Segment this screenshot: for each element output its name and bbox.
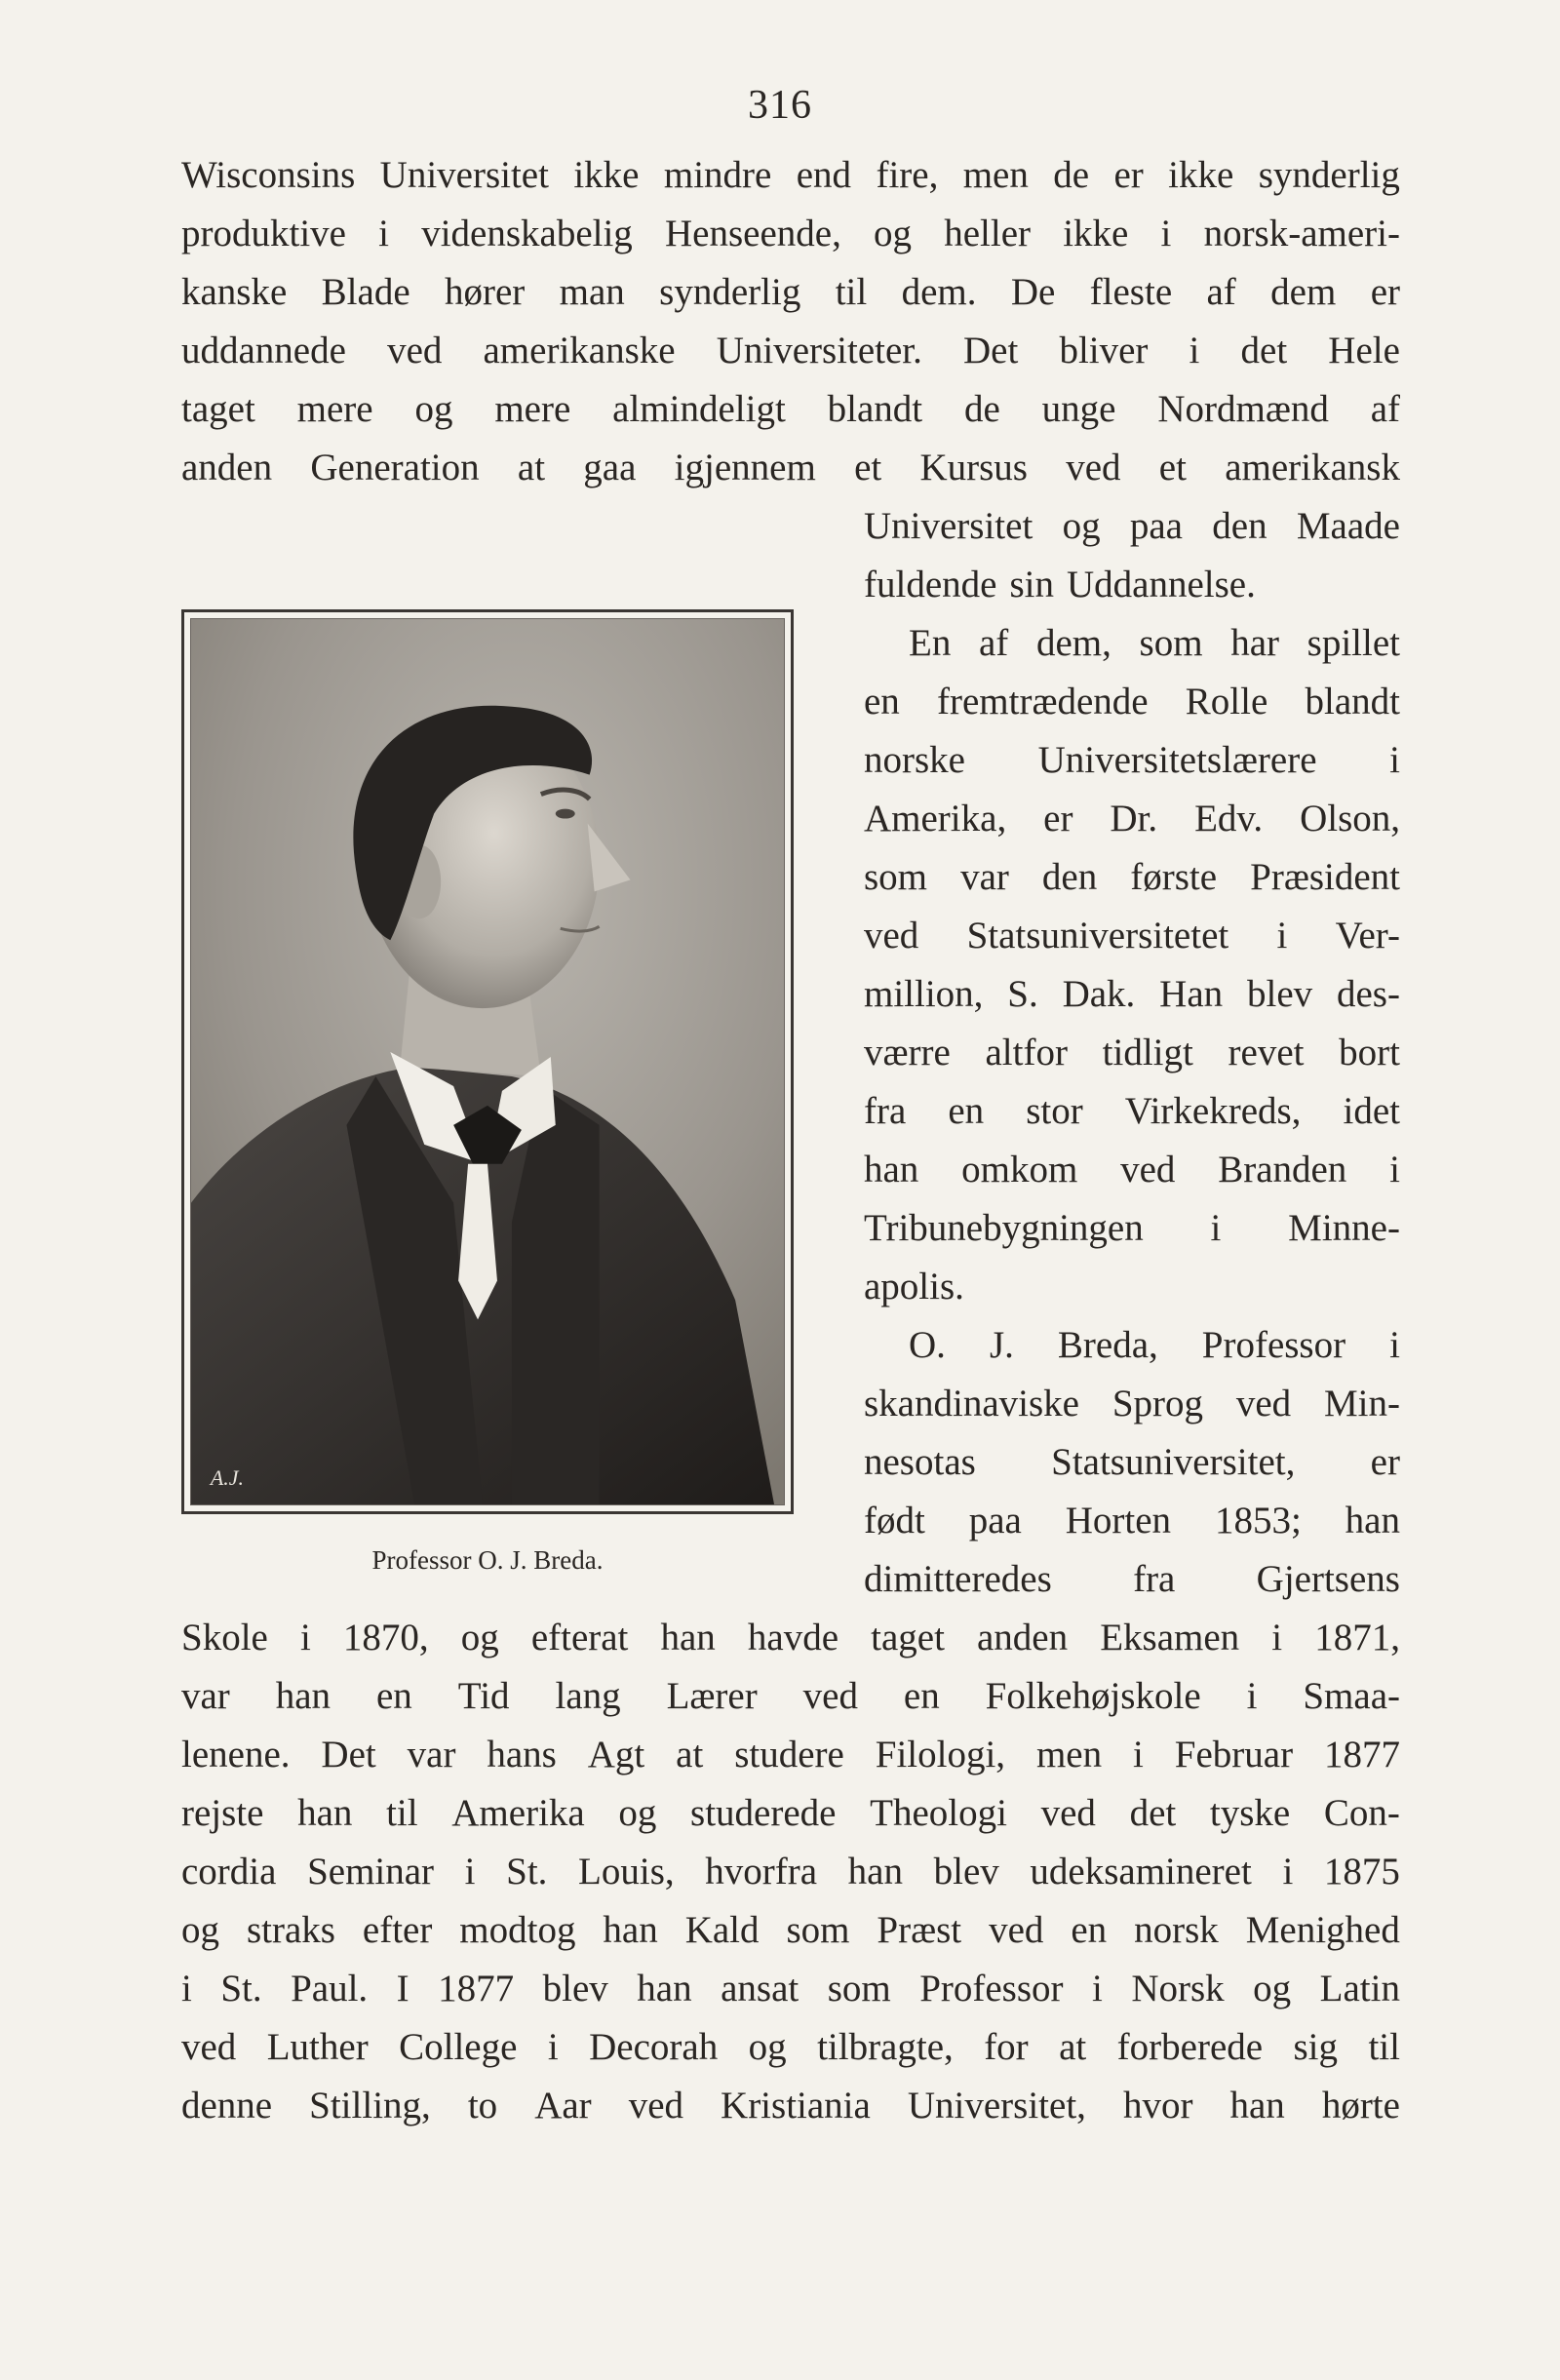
word: apolis. [864, 1266, 964, 1307]
word: blev [542, 1968, 608, 2009]
word: Latin [1319, 1968, 1400, 2009]
word: St. [506, 1851, 548, 1892]
word: Luther [266, 2026, 369, 2068]
word: Det [321, 1734, 376, 1775]
word: det [1240, 330, 1288, 371]
word: dem [1270, 271, 1337, 313]
word: 1853; [1214, 1500, 1302, 1541]
word: ved [181, 2026, 237, 2068]
text-line [181, 146, 1400, 205]
word: i [1282, 1851, 1294, 1892]
word: mere [296, 388, 373, 430]
word: til [1368, 2026, 1400, 2068]
text-line [181, 380, 1400, 439]
word: Det [963, 330, 1019, 371]
word: blev [1246, 973, 1313, 1015]
text-line [181, 1667, 1400, 1726]
word: 1875 [1323, 1851, 1400, 1892]
word: havde [747, 1617, 839, 1658]
word: College [399, 2026, 518, 2068]
word: blandt [827, 388, 923, 430]
word: Præsident [1250, 856, 1400, 898]
word: synderlig [1258, 154, 1400, 196]
word: norsk [1134, 1909, 1219, 1951]
word: Henseende, [665, 213, 841, 254]
word: han [297, 1792, 353, 1834]
word: i [464, 1851, 476, 1892]
word: Universitet, [907, 2085, 1086, 2126]
word: skandinaviske [864, 1383, 1079, 1424]
word: Rolle [1185, 681, 1268, 722]
word: i [1133, 1734, 1144, 1775]
word: han [603, 1909, 658, 1951]
word: lenene. [181, 1734, 291, 1775]
word: Universitetslærere [1037, 739, 1317, 781]
word: norske [864, 739, 965, 781]
word: tyske [1209, 1792, 1291, 1834]
text-line [864, 1550, 1400, 1609]
word: taget [871, 1617, 945, 1658]
word: af [978, 622, 1009, 664]
word: anden [181, 447, 273, 488]
word: 1871, [1314, 1617, 1400, 1658]
word: i [378, 213, 389, 254]
word: 1870, [342, 1617, 429, 1658]
word: sig [1293, 2026, 1339, 2068]
word: som [827, 1968, 891, 2009]
word: han [864, 1149, 919, 1190]
word: Nordmænd [1157, 388, 1329, 430]
text-line [181, 1960, 1400, 2018]
text-line [864, 1082, 1400, 1141]
word: ved [1066, 447, 1121, 488]
word: i [1246, 1675, 1258, 1717]
word: man [559, 271, 625, 313]
word: mindre [663, 154, 772, 196]
word: Amerika, [864, 798, 1007, 839]
word: million, [864, 973, 984, 1015]
word: hører [445, 271, 526, 313]
word: efterat [530, 1617, 629, 1658]
word: i [1389, 739, 1400, 781]
word: var [960, 856, 1009, 898]
text-line [864, 965, 1400, 1024]
word: i [1389, 1324, 1400, 1366]
word: var [181, 1675, 230, 1717]
text-line [181, 1726, 1400, 1784]
word: fire, [876, 154, 939, 196]
word: end [796, 154, 852, 196]
text-line [864, 1375, 1400, 1433]
word: han [1345, 1500, 1400, 1541]
portrait-figure [181, 609, 794, 1514]
word: og [181, 1909, 219, 1951]
word: i [547, 2026, 559, 2068]
word: fuldende [864, 564, 997, 605]
text-line [864, 1199, 1400, 1258]
word: til [835, 271, 868, 313]
word: tidligt [1102, 1032, 1193, 1073]
word: er [1370, 271, 1400, 313]
word: Filologi, [875, 1734, 1006, 1775]
word: er [1370, 1441, 1400, 1483]
word: cordia [181, 1851, 277, 1892]
word: Paul. [291, 1968, 369, 2009]
word: Professor [1201, 1324, 1346, 1366]
word: Tid [457, 1675, 510, 1717]
word: Seminar [307, 1851, 435, 1892]
word: i [1389, 1149, 1400, 1190]
word: Minne- [1288, 1207, 1400, 1249]
word: 1877 [438, 1968, 515, 2009]
word: i [181, 1968, 192, 2009]
word: Præst [877, 1909, 962, 1951]
word: paa [968, 1500, 1022, 1541]
word: dimitteredes [864, 1558, 1052, 1600]
page-number: 316 [748, 83, 812, 128]
word: og [460, 1617, 499, 1658]
word: Skole [181, 1617, 268, 1658]
word: ved [1120, 1149, 1176, 1190]
text-line [181, 263, 1400, 322]
word: unge [1041, 388, 1116, 430]
word: Branden [1218, 1149, 1347, 1190]
word: af [1370, 388, 1400, 430]
text-line [181, 1901, 1400, 1960]
word: Aar [534, 2085, 592, 2126]
word: som [786, 1909, 850, 1951]
word: Februar [1174, 1734, 1294, 1775]
word: sin [1009, 564, 1054, 605]
word: forberede [1116, 2026, 1264, 2068]
text-line [181, 1843, 1400, 1901]
word: at [676, 1734, 704, 1775]
word: et [1158, 447, 1187, 488]
word: Universitet [864, 505, 1034, 547]
word: anden [977, 1617, 1069, 1658]
word: første [1130, 856, 1218, 898]
word: som [1139, 622, 1203, 664]
word: Universiteter. [716, 330, 922, 371]
word: nesotas [864, 1441, 976, 1483]
word: omkom [961, 1149, 1078, 1190]
word: det [1129, 1792, 1177, 1834]
word: stor [1026, 1090, 1083, 1132]
word: han [1229, 2085, 1285, 2126]
word: er [1113, 154, 1144, 196]
text-line [181, 1784, 1400, 1843]
word: tilbragte, [817, 2026, 954, 2068]
word: ved [628, 2085, 683, 2126]
word: amerikanske [483, 330, 676, 371]
word: Statsuniversitetet [966, 915, 1229, 956]
text-line [864, 1492, 1400, 1550]
word: blev [933, 1851, 999, 1892]
word: en [948, 1090, 985, 1132]
word: des- [1336, 973, 1400, 1015]
text-line [864, 1258, 1400, 1316]
word: spillet [1306, 622, 1400, 664]
word: Lærer [666, 1675, 758, 1717]
word: Virkekreds, [1124, 1090, 1302, 1132]
word: som [864, 856, 928, 898]
word: Dak. [1062, 973, 1136, 1015]
text-line [864, 1141, 1400, 1199]
word: S. [1007, 973, 1038, 1015]
word: Ver- [1335, 915, 1400, 956]
word: altfor [985, 1032, 1068, 1073]
word: Theologi [870, 1792, 1007, 1834]
word: han [847, 1851, 903, 1892]
word: Min- [1324, 1383, 1400, 1424]
word: dem. [901, 271, 977, 313]
word: Maade [1296, 505, 1400, 547]
word: fleste [1089, 271, 1173, 313]
portrait-image [191, 619, 784, 1504]
word: to [467, 2085, 498, 2126]
word: Menighed [1245, 1909, 1400, 1951]
word: Kald [684, 1909, 760, 1951]
word: Tribunebygningen [864, 1207, 1144, 1249]
word: Dr. [1110, 798, 1158, 839]
word: Blade [321, 271, 410, 313]
word: De [1010, 271, 1056, 313]
word: og [1253, 1968, 1292, 2009]
text-line [864, 614, 1400, 673]
word: udeksamineret [1030, 1851, 1252, 1892]
word: Eksamen [1100, 1617, 1240, 1658]
word: ved [989, 1909, 1044, 1951]
word: for [984, 2026, 1029, 2068]
word: Uddannelse. [1066, 564, 1256, 605]
text-line [864, 1433, 1400, 1492]
word: en [376, 1675, 412, 1717]
word: at [1059, 2026, 1087, 2068]
word: i [299, 1617, 311, 1658]
word: St. [220, 1968, 262, 2009]
word: hvorfra [705, 1851, 818, 1892]
word: 1877 [1323, 1734, 1400, 1775]
word: Edv. [1194, 798, 1264, 839]
text-line [864, 556, 1400, 614]
word: hørte [1321, 2085, 1400, 2126]
word: kanske [181, 271, 288, 313]
word: de [1053, 154, 1090, 196]
text-line [181, 322, 1400, 380]
word: Amerika [451, 1792, 585, 1834]
text-line [864, 497, 1400, 556]
word: ved [1235, 1383, 1292, 1424]
word: Agt [587, 1734, 645, 1775]
word: norsk-ameri- [1203, 213, 1400, 254]
word: Universitet [379, 154, 549, 196]
word: videnskabelig [421, 213, 633, 254]
word: ved [864, 915, 919, 956]
word: bort [1339, 1032, 1400, 1073]
word: studerede [690, 1792, 837, 1834]
word: Sprog [1112, 1383, 1203, 1424]
word: Wisconsins [181, 154, 356, 196]
word: paa [1129, 505, 1183, 547]
text-line [181, 1609, 1400, 1667]
word: han [275, 1675, 332, 1717]
word: ikke [573, 154, 640, 196]
word: ansat [721, 1968, 800, 2009]
word: Han [1159, 973, 1224, 1015]
word: de [963, 388, 1000, 430]
word: Hele [1328, 330, 1400, 371]
word: Horten [1065, 1500, 1172, 1541]
word: Gjertsens [1256, 1558, 1400, 1600]
word: blandt [1305, 681, 1400, 722]
word: Professor [919, 1968, 1064, 2009]
word: at [517, 447, 546, 488]
word: og [414, 388, 453, 430]
word: den [1212, 505, 1268, 547]
word: i [1189, 330, 1200, 371]
word: men [1035, 1734, 1103, 1775]
text-line [864, 790, 1400, 848]
word: Con- [1323, 1792, 1400, 1834]
word: hans [487, 1734, 557, 1775]
text-line [181, 2018, 1400, 2077]
word: født [864, 1500, 925, 1541]
word: men [962, 154, 1029, 196]
word: igjennem [674, 447, 816, 488]
word: Statsuniversitet, [1051, 1441, 1296, 1483]
word: straks [246, 1909, 335, 1951]
text-line [181, 2077, 1400, 2135]
word: denne [181, 2085, 273, 2126]
word: Generation [310, 447, 480, 488]
word: mere [494, 388, 571, 430]
word: Folkehøjskole [985, 1675, 1201, 1717]
word: modtog [459, 1909, 576, 1951]
word: fra [1133, 1558, 1176, 1600]
word: heller [944, 213, 1031, 254]
word: i [1160, 213, 1172, 254]
word: ikke [1168, 154, 1234, 196]
word: den [1041, 856, 1098, 898]
word: revet [1228, 1032, 1305, 1073]
word: gaa [583, 447, 637, 488]
text-line [181, 205, 1400, 263]
word: studere [734, 1734, 844, 1775]
word: Olson, [1300, 798, 1400, 839]
word: En [909, 622, 952, 664]
text-line [864, 848, 1400, 907]
word: var [407, 1734, 456, 1775]
word: efter [362, 1909, 433, 1951]
word: ved [802, 1675, 858, 1717]
word: Decorah [589, 2026, 719, 2068]
text-line [864, 673, 1400, 731]
word: i [1092, 1968, 1103, 2009]
text-line [864, 1024, 1400, 1082]
word: Louis, [578, 1851, 675, 1892]
word: lang [555, 1675, 621, 1717]
word: til [386, 1792, 418, 1834]
word: dem, [1035, 622, 1112, 664]
word: Kristiania [721, 2085, 871, 2126]
word: fra [864, 1090, 907, 1132]
word: han [660, 1617, 716, 1658]
word: og [748, 2026, 787, 2068]
word: hvor [1122, 2085, 1193, 2126]
photo-signature: A.J. [210, 1465, 245, 1491]
word: Kursus [919, 447, 1028, 488]
word: ikke [1063, 213, 1129, 254]
word: et [854, 447, 882, 488]
word: O. [909, 1324, 946, 1366]
portrait-photo [190, 618, 785, 1505]
word: taget [181, 388, 255, 430]
word: rejste [181, 1792, 264, 1834]
word: en [903, 1675, 940, 1717]
word: i [1276, 915, 1288, 956]
word: ved [1040, 1792, 1096, 1834]
word: og [618, 1792, 657, 1834]
word: har [1230, 622, 1279, 664]
word: I [396, 1968, 410, 2009]
word: i [1271, 1617, 1283, 1658]
word: Norsk [1131, 1968, 1225, 2009]
word: i [1210, 1207, 1222, 1249]
word: Breda, [1057, 1324, 1158, 1366]
word: af [1206, 271, 1236, 313]
figure-caption: Professor O. J. Breda. [371, 1545, 604, 1575]
text-line [864, 1316, 1400, 1375]
word: uddannede [181, 330, 346, 371]
word: almindeligt [612, 388, 786, 430]
word: og [1062, 505, 1101, 547]
word: en [864, 681, 900, 722]
word: han [637, 1968, 692, 2009]
text-line [864, 731, 1400, 790]
word: en [1071, 1909, 1108, 1951]
text-line [181, 439, 1400, 497]
word: Stilling, [309, 2085, 431, 2126]
word: bliver [1059, 330, 1149, 371]
word: amerikansk [1225, 447, 1400, 488]
word: J. [989, 1324, 1014, 1366]
text-line [864, 907, 1400, 965]
word: Smaa- [1303, 1675, 1400, 1717]
word: idet [1343, 1090, 1400, 1132]
word: er [1043, 798, 1073, 839]
word: og [874, 213, 913, 254]
word: ved [387, 330, 443, 371]
word: værre [864, 1032, 951, 1073]
word: fremtrædende [937, 681, 1149, 722]
word: synderlig [659, 271, 801, 313]
word: produktive [181, 213, 346, 254]
